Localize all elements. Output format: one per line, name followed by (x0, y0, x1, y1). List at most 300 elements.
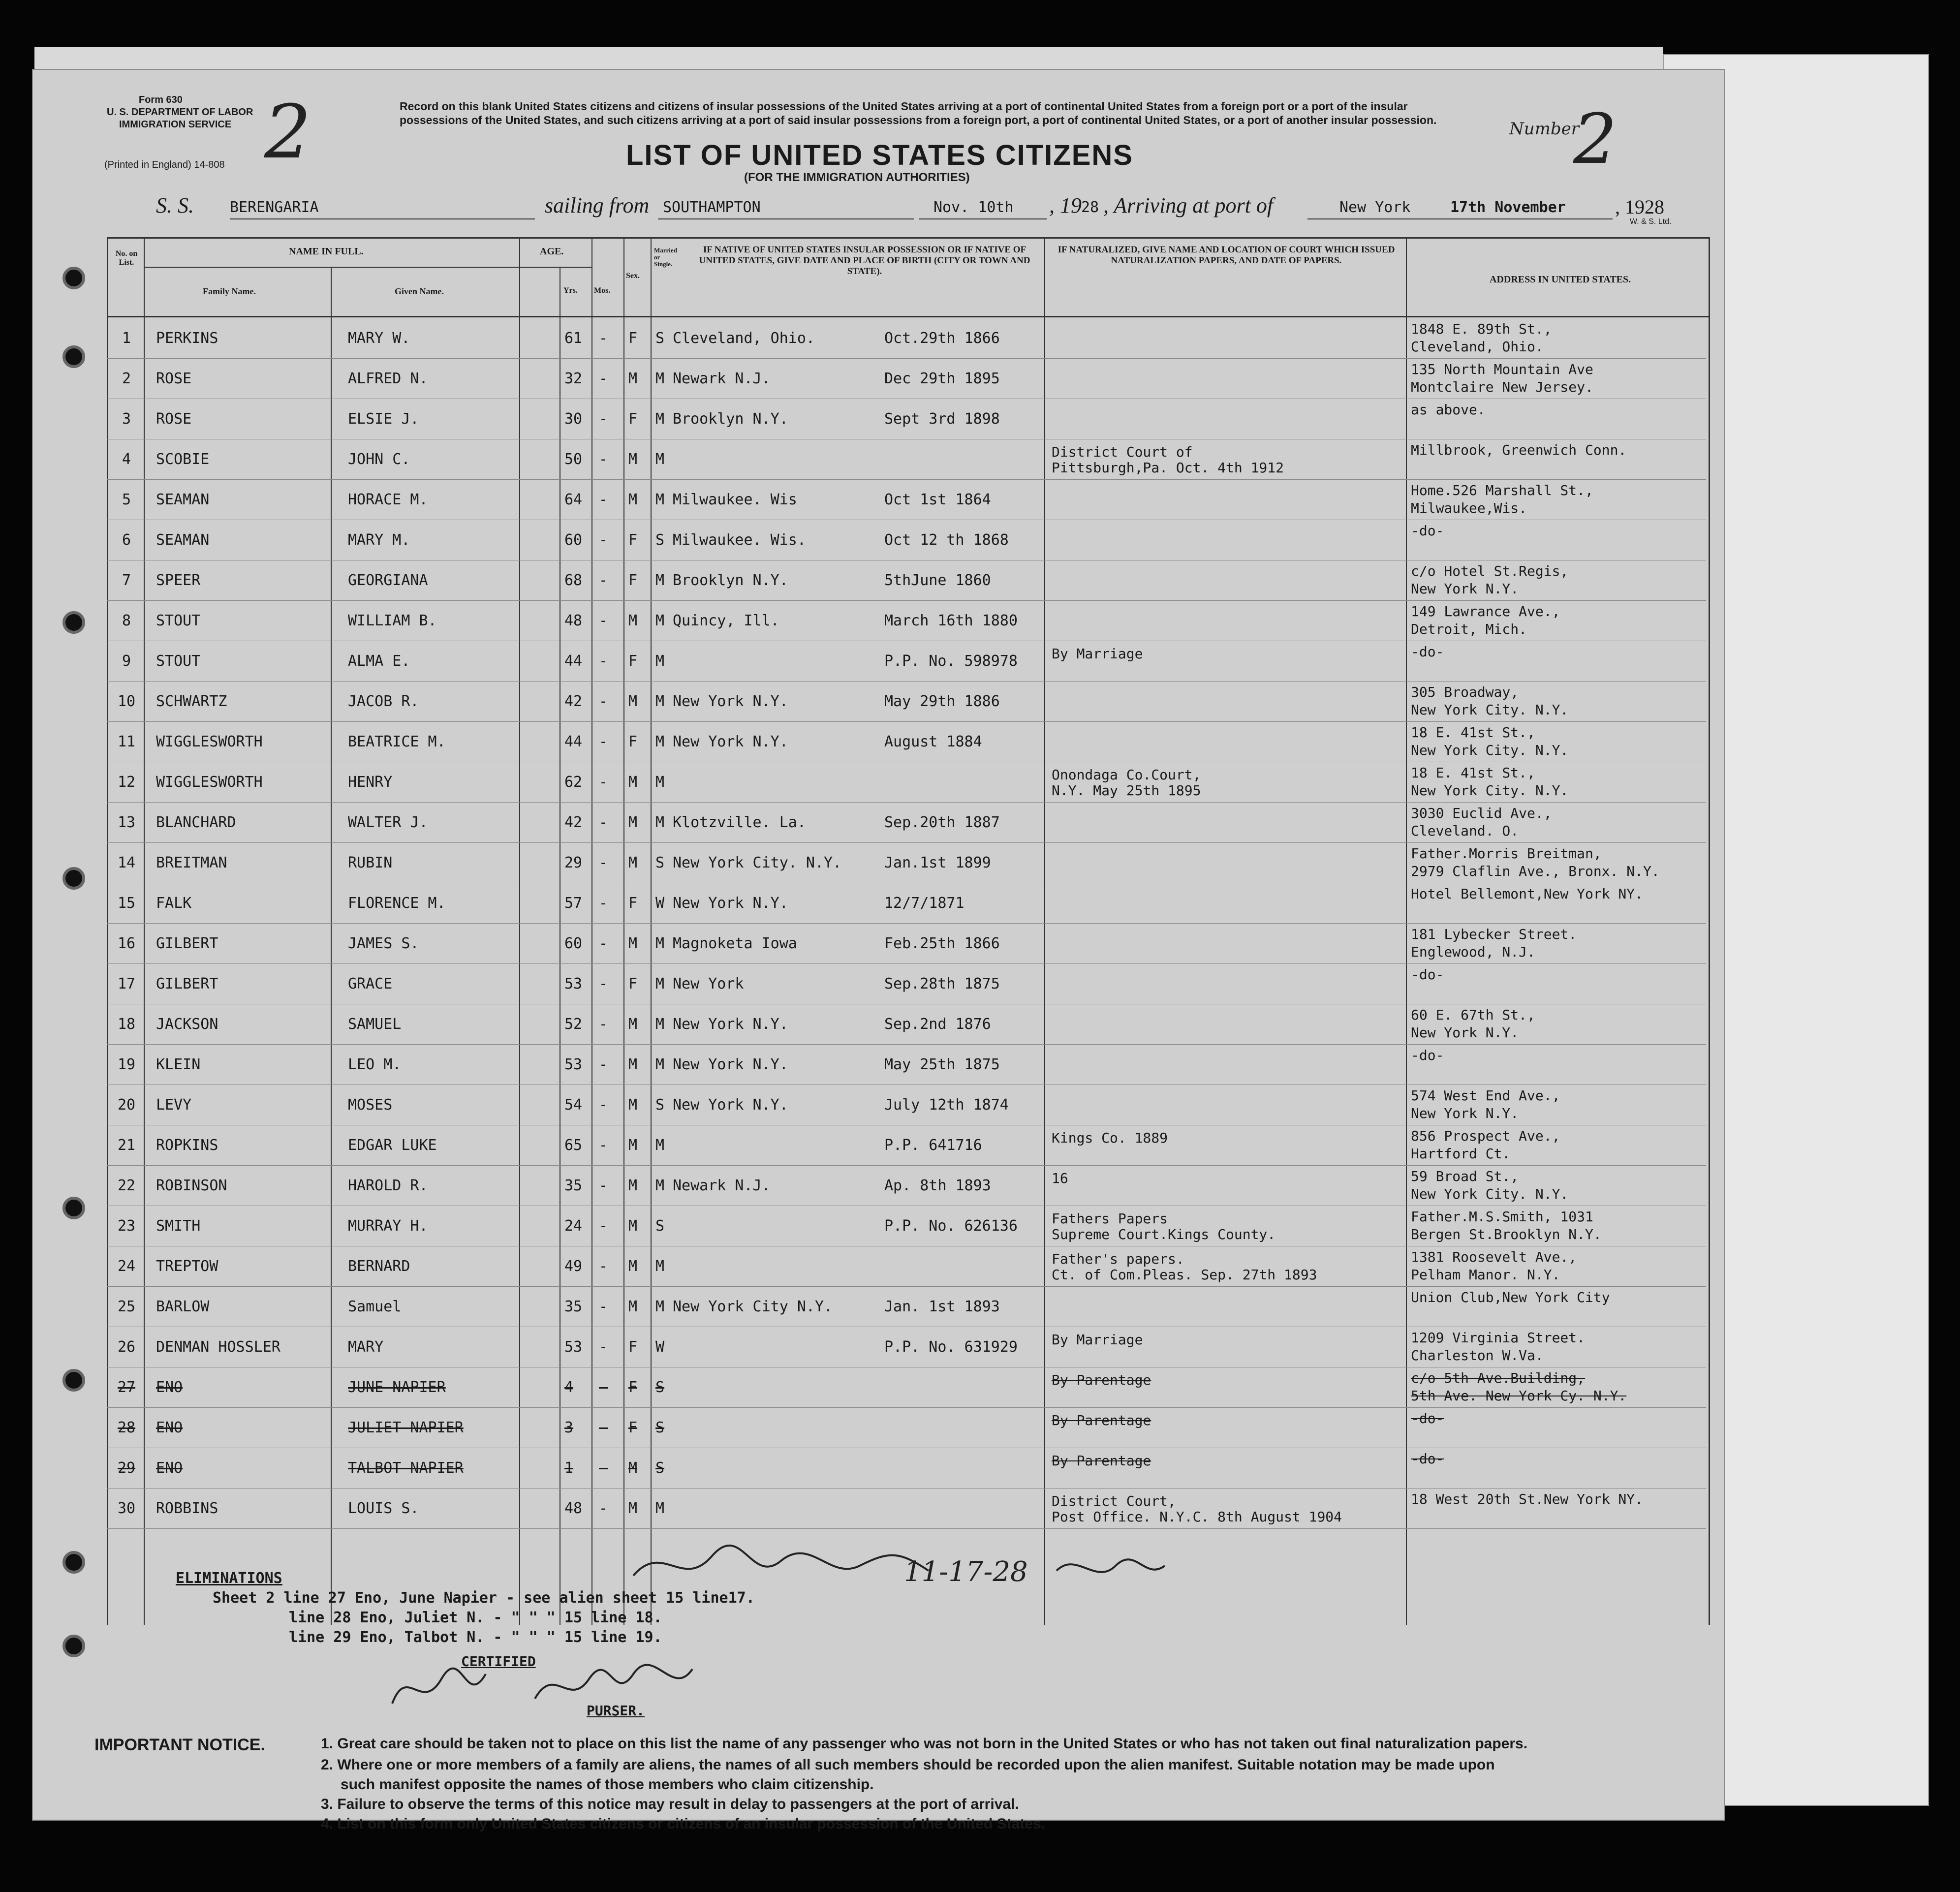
cell-sex: M (628, 612, 638, 629)
cell-age: 60 (564, 531, 583, 549)
cell-no: 16 (117, 935, 136, 952)
cell-sex: M (628, 1217, 638, 1235)
cell-no: 14 (117, 854, 136, 871)
cell-mos: - (599, 693, 608, 710)
table-row (33, 1448, 1726, 1489)
cell-age: 4 (564, 1379, 574, 1396)
cell-date (884, 1489, 1042, 1529)
cell-sex: M (628, 1298, 638, 1315)
number-value: 2 (1573, 99, 1618, 180)
cell-given: FLORENCE M. (348, 895, 446, 912)
cell-nat: Fathers Papers (1052, 1210, 1168, 1227)
cell-address: -do- (1411, 644, 1444, 660)
table-row (33, 1085, 1726, 1125)
cell-no: 5 (122, 491, 131, 508)
cell-nat: District Court of (1052, 444, 1193, 460)
ss-label: S. S. (156, 193, 194, 217)
cell-address: -do- (1411, 1047, 1444, 1063)
service: IMMIGRATION SERVICE (119, 119, 232, 130)
cell-date: Jan.1st 1899 (884, 854, 991, 871)
cell-nat2 (1052, 1468, 1403, 1488)
cell-mos: - (599, 1379, 608, 1396)
cell-address: 856 Prospect Ave., (1411, 1128, 1560, 1144)
cell-given: RUBIN (348, 854, 393, 871)
eliminations-line-2: line 28 Eno, Juliet N. - " " " 15 line 18. (289, 1609, 662, 1626)
col-header-address: ADDRESS IN UNITED STATES. (1490, 274, 1631, 285)
cell-mos: - (599, 814, 608, 831)
cell-date (884, 1448, 1042, 1489)
cell-ms: W (655, 895, 665, 912)
cell-sex: M (628, 693, 638, 710)
cell-address: 18 E. 41st St., (1411, 765, 1535, 781)
cell-address2 (1411, 1427, 1706, 1447)
table-row (33, 1408, 1726, 1448)
cell-no: 18 (117, 1016, 136, 1033)
cell-address2: New York City. N.Y. (1411, 742, 1569, 758)
cell-date (884, 1408, 1042, 1448)
cell-address2: Montclaire New Jersey. (1411, 379, 1593, 395)
sailing-from-label: sailing from (545, 193, 650, 217)
cell-mos: - (599, 531, 608, 549)
cell-mos: - (599, 330, 608, 347)
cell-address: -do- (1411, 1410, 1444, 1427)
cell-nat: By Parentage (1052, 1453, 1151, 1469)
cell-family: PERKINS (156, 330, 218, 347)
cell-age: 61 (564, 330, 583, 347)
cell-family: ROPKINS (156, 1137, 218, 1154)
table-row (33, 1287, 1726, 1327)
cell-address: 3030 Euclid Ave., (1411, 805, 1552, 821)
cell-family: SMITH (156, 1217, 201, 1235)
cell-nat: By Marriage (1052, 1332, 1143, 1348)
cell-no: 17 (117, 975, 136, 993)
cell-nat2 (1052, 1105, 1403, 1124)
cell-age: 62 (564, 774, 583, 791)
cell-no: 7 (122, 572, 131, 589)
cell-nat2 (1052, 1145, 1403, 1165)
cell-nat2: Post Office. N.Y.C. 8th August 1904 (1052, 1509, 1342, 1525)
cell-date: Sep.20th 1887 (884, 814, 1000, 831)
cell-address: 1209 Virginia Street. (1411, 1330, 1586, 1346)
cell-age: 30 (564, 410, 583, 428)
cell-address2: Bergen St.Brooklyn N.Y. (1411, 1226, 1602, 1242)
cell-address: Union Club,New York City (1411, 1289, 1610, 1305)
cell-family: TREPTOW (156, 1258, 218, 1275)
cell-mos: - (599, 774, 608, 791)
record-note: Record on this blank United States citizens and citizens of insular possessions of the United States arriving at a port of continental United States from a foreign port or a port of the insular possessions of the United States, and such citizens arriving at a port of said insular possessions from a foreign port, a port of continental United States, or a port of another insular possession. (400, 100, 1437, 126)
cell-address2: Pelham Manor. N.Y. (1411, 1267, 1560, 1283)
cell-sex: F (628, 895, 638, 912)
cell-family: WIGGLESWORTH (156, 774, 263, 791)
cell-no: 4 (122, 451, 131, 468)
cell-no: 30 (117, 1500, 136, 1517)
cell-mos: - (599, 1500, 608, 1517)
cell-date (884, 1367, 1042, 1408)
cell-sex: M (628, 491, 638, 508)
cell-given: BERNARD (348, 1258, 410, 1275)
cell-no: 12 (117, 774, 136, 791)
table-row (33, 1246, 1726, 1287)
cell-address2: Detroit, Mich. (1411, 621, 1527, 637)
printer-mark: W. & S. Ltd. (1630, 217, 1672, 226)
notice-item-3: 3. Failure to observe the terms of this notice may result in delay to passengers at the port of arrival. (321, 1796, 1019, 1812)
col-header-married: Married or Single. (654, 247, 677, 268)
cell-given: ELSIE J. (348, 410, 419, 428)
cell-given: GEORGIANA (348, 572, 428, 589)
table-row (33, 1166, 1726, 1206)
cell-mos: - (599, 1056, 608, 1073)
cell-no: 19 (117, 1056, 136, 1073)
cell-address2: New York City. N.Y. (1411, 782, 1569, 799)
cell-address2: New York N.Y. (1411, 1105, 1519, 1121)
cell-address2: New York City. N.Y. (1411, 702, 1569, 718)
cell-family: ROBBINS (156, 1500, 218, 1517)
col-header-given: Given Name. (395, 286, 444, 296)
cell-address2 (1411, 1306, 1706, 1326)
cell-family: ENO (156, 1459, 183, 1477)
cell-no: 21 (117, 1137, 136, 1154)
cell-nat2 (1052, 1306, 1403, 1326)
cell-date: 5thJune 1860 (884, 572, 991, 589)
cell-given: JAMES S. (348, 935, 419, 952)
cell-given: MOSES (348, 1096, 393, 1114)
cell-place: New York (673, 975, 744, 993)
cell-no: 3 (122, 410, 131, 428)
cell-mos: - (599, 1217, 608, 1235)
cell-no: 10 (117, 693, 136, 710)
cell-nat2: Supreme Court.Kings County. (1052, 1226, 1276, 1242)
arrival-year: , 1928 (1615, 196, 1664, 218)
cell-nat: District Court, (1052, 1493, 1176, 1509)
cell-nat: By Parentage (1052, 1372, 1151, 1388)
cell-ms: M (655, 935, 665, 952)
table-row (33, 883, 1726, 924)
cell-ms: M (655, 1016, 665, 1033)
cell-place (673, 1327, 879, 1367)
cell-ms: M (655, 774, 665, 791)
cell-age: 48 (564, 1500, 583, 1517)
cell-given: HENRY (348, 774, 393, 791)
col-header-family: Family Name. (203, 286, 256, 296)
table-row (33, 964, 1726, 1004)
purser-signature (387, 1644, 722, 1728)
table-row (33, 682, 1726, 722)
table-row (33, 1045, 1726, 1085)
cell-place (673, 1408, 879, 1448)
cell-address: 149 Lawrance Ave., (1411, 603, 1560, 620)
cell-date (884, 439, 1042, 480)
cell-nat2: Ct. of Com.Pleas. Sep. 27th 1893 (1052, 1267, 1317, 1283)
cell-mos: - (599, 935, 608, 952)
cell-given: JULIET NAPIER (348, 1419, 464, 1436)
cell-no: 13 (117, 814, 136, 831)
cell-date: Ap. 8th 1893 (884, 1177, 991, 1194)
cell-ms: M (655, 1258, 665, 1275)
cell-place (673, 1125, 879, 1166)
cell-ms: S (655, 1379, 665, 1396)
notice-item-1: 1. Great care should be taken not to place on this list the name of any passenger who was not born in the United States or who has not taken out final naturalization papers. (321, 1736, 1528, 1752)
cell-age: 24 (564, 1217, 583, 1235)
cell-family: SEAMAN (156, 491, 210, 508)
cell-family: KLEIN (156, 1056, 201, 1073)
cell-age: 53 (564, 1338, 583, 1356)
cell-sex: M (628, 451, 638, 468)
cell-no: 9 (122, 652, 131, 670)
cell-place (673, 1448, 879, 1489)
cell-address: 60 E. 67th St., (1411, 1007, 1535, 1023)
cell-nat: Kings Co. 1889 (1052, 1130, 1168, 1146)
passenger-table (33, 70, 1726, 1644)
cell-nat2 (1052, 701, 1403, 721)
cell-address: Home.526 Marshall St., (1411, 482, 1593, 498)
col-header-sex: Sex. (626, 272, 640, 280)
cell-no: 22 (117, 1177, 136, 1194)
cell-ms: S (655, 854, 665, 871)
cell-mos: - (599, 1459, 608, 1477)
cell-address2 (1411, 419, 1706, 438)
cell-place: Klotzville. La. (673, 814, 806, 831)
cell-address: Hotel Bellemont,New York NY. (1411, 886, 1644, 902)
ship-name: BERENGARIA (230, 199, 319, 216)
cell-sex: M (628, 774, 638, 791)
cell-address2 (1411, 1064, 1706, 1084)
cell-address: 18 West 20th St.New York NY. (1411, 1491, 1644, 1507)
cell-place (673, 439, 879, 480)
cell-no: 26 (117, 1338, 136, 1356)
department: U. S. DEPARTMENT OF LABOR (107, 107, 253, 118)
cell-family: BREITMAN (156, 854, 227, 871)
cell-given: GRACE (348, 975, 393, 993)
cell-place: New York N.Y. (673, 895, 788, 912)
cell-mos: - (599, 975, 608, 993)
cell-mos: - (599, 854, 608, 871)
cell-place (673, 1489, 879, 1529)
cell-ms: S (655, 1459, 665, 1477)
cell-place: Newark N.J. (673, 1177, 771, 1194)
cell-address2 (1411, 459, 1706, 479)
cell-nat2 (1052, 742, 1403, 761)
cell-date: P.P. 641716 (884, 1137, 982, 1154)
table-row (33, 1367, 1726, 1408)
cell-mos: - (599, 1338, 608, 1356)
purser-label: PURSER. (587, 1703, 645, 1719)
cell-mos: - (599, 1016, 608, 1033)
cell-sex: F (628, 652, 638, 670)
cell-mos: - (599, 410, 608, 428)
cell-address: 305 Broadway, (1411, 684, 1519, 700)
cell-given: ALMA E. (348, 652, 410, 670)
cell-sex: F (628, 1379, 638, 1396)
cell-date: July 12th 1874 (884, 1096, 1009, 1114)
cell-family: BARLOW (156, 1298, 210, 1315)
cell-nat2 (1052, 1427, 1403, 1447)
col-header-naturalized: IF NATURALIZED, GIVE NAME AND LOCATION OF COURT WHICH ISSUED NATURALIZATION PAPERS, AND DATE OF PAPERS. (1058, 245, 1395, 266)
col-header-yrs: Yrs. (563, 286, 578, 295)
cell-date: May 29th 1886 (884, 693, 1000, 710)
cell-place: New York City N.Y. (673, 1298, 833, 1315)
cell-date: Oct.29th 1866 (884, 330, 1000, 347)
cell-nat2 (1052, 661, 1403, 681)
cell-family: ROBINSON (156, 1177, 227, 1194)
table-row (33, 843, 1726, 883)
cell-nat2 (1052, 620, 1403, 640)
cell-age: 50 (564, 451, 583, 468)
notice-item-4: 4. List on this form only United States citizens or citizens of an insular possession of the United States. (321, 1816, 1045, 1832)
cell-place: Quincy, Ill. (673, 612, 779, 629)
cell-no: 8 (122, 612, 131, 629)
cell-given: EDGAR LUKE (348, 1137, 437, 1154)
cell-sex: F (628, 1419, 638, 1436)
cell-address2: Milwaukee,Wis. (1411, 500, 1527, 516)
cell-address: as above. (1411, 402, 1486, 418)
table-row (33, 560, 1726, 601)
cell-address: 135 North Mountain Ave (1411, 361, 1593, 377)
cell-family: SCOBIE (156, 451, 210, 468)
eliminations-line-3: line 29 Eno, Talbot N. - " " " 15 line 19. (289, 1629, 662, 1646)
cell-place: New York N.Y. (673, 733, 788, 750)
cell-address: c/o 5th Ave.Building, (1411, 1370, 1586, 1386)
cell-sex: F (628, 330, 638, 347)
cell-mos: - (599, 1137, 608, 1154)
cell-given: LEO M. (348, 1056, 402, 1073)
cell-nat2 (1052, 419, 1403, 438)
cell-age: 35 (564, 1298, 583, 1315)
cell-age: 44 (564, 733, 583, 750)
col-header-mos: Mos. (594, 286, 611, 295)
cell-place: Newark N.J. (673, 370, 771, 387)
cell-nat: Onondaga Co.Court, (1052, 767, 1201, 783)
cell-family: GILBERT (156, 935, 218, 952)
cell-nat2 (1052, 338, 1403, 358)
cell-nat: Father's papers. (1052, 1251, 1184, 1267)
cell-address2: Charleston W.Va. (1411, 1347, 1544, 1364)
departure-port: SOUTHAMPTON (663, 199, 761, 216)
cell-nat2 (1052, 903, 1403, 923)
table-row (33, 601, 1726, 641)
cell-nat2 (1052, 1064, 1403, 1084)
cell-date: May 25th 1875 (884, 1056, 1000, 1073)
cell-mos: - (599, 1096, 608, 1114)
cell-place (673, 641, 879, 682)
cell-date: Sep.28th 1875 (884, 975, 1000, 993)
cell-mos: - (599, 1177, 608, 1194)
cell-place: Milwaukee. Wis (673, 491, 797, 508)
cell-age: 48 (564, 612, 583, 629)
notice-item-2-cont: such manifest opposite the names of those members who claim citizenship. (341, 1776, 874, 1793)
cell-given: MURRAY H. (348, 1217, 428, 1235)
cell-ms: M (655, 1500, 665, 1517)
cell-nat2 (1052, 984, 1403, 1003)
arriving-label: , Arriving at port of (1103, 193, 1274, 217)
cell-no: 2 (122, 370, 131, 387)
cell-address2: Englewood, N.J. (1411, 944, 1535, 960)
cell-date: August 1884 (884, 733, 982, 750)
cell-family: STOUT (156, 652, 201, 670)
cell-address: -do- (1411, 966, 1444, 983)
cell-sex: M (628, 1096, 638, 1114)
cell-sex: F (628, 1338, 638, 1356)
cell-date: P.P. No. 631929 (884, 1338, 1018, 1356)
cell-ms: S (655, 1096, 665, 1114)
cell-given: JUNE NAPIER (348, 1379, 446, 1396)
cell-age: 29 (564, 854, 583, 871)
cell-ms: M (655, 451, 665, 468)
cell-place: New York City. N.Y. (673, 854, 842, 871)
cell-place (673, 1206, 879, 1246)
cell-date (884, 762, 1042, 803)
cell-address2 (1411, 661, 1706, 681)
cell-no: 23 (117, 1217, 136, 1235)
cell-nat2 (1052, 378, 1403, 398)
cell-date: Sept 3rd 1898 (884, 410, 1000, 428)
cell-no: 11 (117, 733, 136, 750)
cell-nat2 (1052, 1347, 1403, 1366)
cell-given: LOUIS S. (348, 1500, 419, 1517)
cell-sex: F (628, 410, 638, 428)
cell-family: ENO (156, 1419, 183, 1436)
cell-address: Father.M.S.Smith, 1031 (1411, 1209, 1593, 1225)
cell-family: FALK (156, 895, 192, 912)
col-header-name: NAME IN FULL. (289, 246, 364, 257)
cell-no: 15 (117, 895, 136, 912)
cell-age: 65 (564, 1137, 583, 1154)
cell-mos: - (599, 895, 608, 912)
cell-age: 32 (564, 370, 583, 387)
arrival-date: 17th November (1450, 199, 1566, 216)
cell-mos: - (599, 1419, 608, 1436)
cell-ms: M (655, 491, 665, 508)
eliminations-title: ELIMINATIONS (176, 1570, 282, 1587)
table-row (33, 359, 1726, 399)
table-row (33, 924, 1726, 964)
cell-ms: M (655, 975, 665, 993)
cell-nat: 16 (1052, 1170, 1068, 1186)
cell-ms: M (655, 1137, 665, 1154)
cell-place: New York N.Y. (673, 1016, 788, 1033)
cell-place: Milwaukee. Wis. (673, 531, 806, 549)
eliminations-line-1: Sheet 2 line 27 Eno, June Napier - see alien sheet 15 line17. (213, 1589, 755, 1607)
table-row (33, 722, 1726, 762)
cell-ms: S (655, 330, 665, 347)
cell-nat2 (1052, 580, 1403, 600)
cell-family: ROSE (156, 370, 192, 387)
col-header-no: No. on List. (115, 249, 138, 267)
cell-place: New York N.Y. (673, 1056, 788, 1073)
cell-age: 60 (564, 935, 583, 952)
cell-no: 29 (117, 1459, 136, 1477)
cell-sex: M (628, 854, 638, 871)
cell-family: ROSE (156, 410, 192, 428)
col-header-age: AGE. (540, 246, 564, 257)
cell-family: BLANCHARD (156, 814, 236, 831)
cell-no: 25 (117, 1298, 136, 1315)
signature-date: 11-17-28 (904, 1556, 1028, 1588)
cell-date: P.P. No. 598978 (884, 652, 1018, 670)
cell-nat2: N.Y. May 25th 1895 (1052, 782, 1201, 799)
table-row (33, 399, 1726, 439)
cell-place: Magnoketa Iowa (673, 935, 797, 952)
cell-ms: M (655, 693, 665, 710)
cell-nat2 (1052, 1387, 1403, 1407)
table-row (33, 439, 1726, 480)
cell-age: 35 (564, 1177, 583, 1194)
cell-given: ALFRED N. (348, 370, 428, 387)
cell-address: 1848 E. 89th St., (1411, 321, 1552, 337)
cell-ms: S (655, 1419, 665, 1436)
cell-sex: M (628, 1056, 638, 1073)
number-label: Number (1509, 119, 1580, 139)
cell-place: New York N.Y. (673, 693, 788, 710)
